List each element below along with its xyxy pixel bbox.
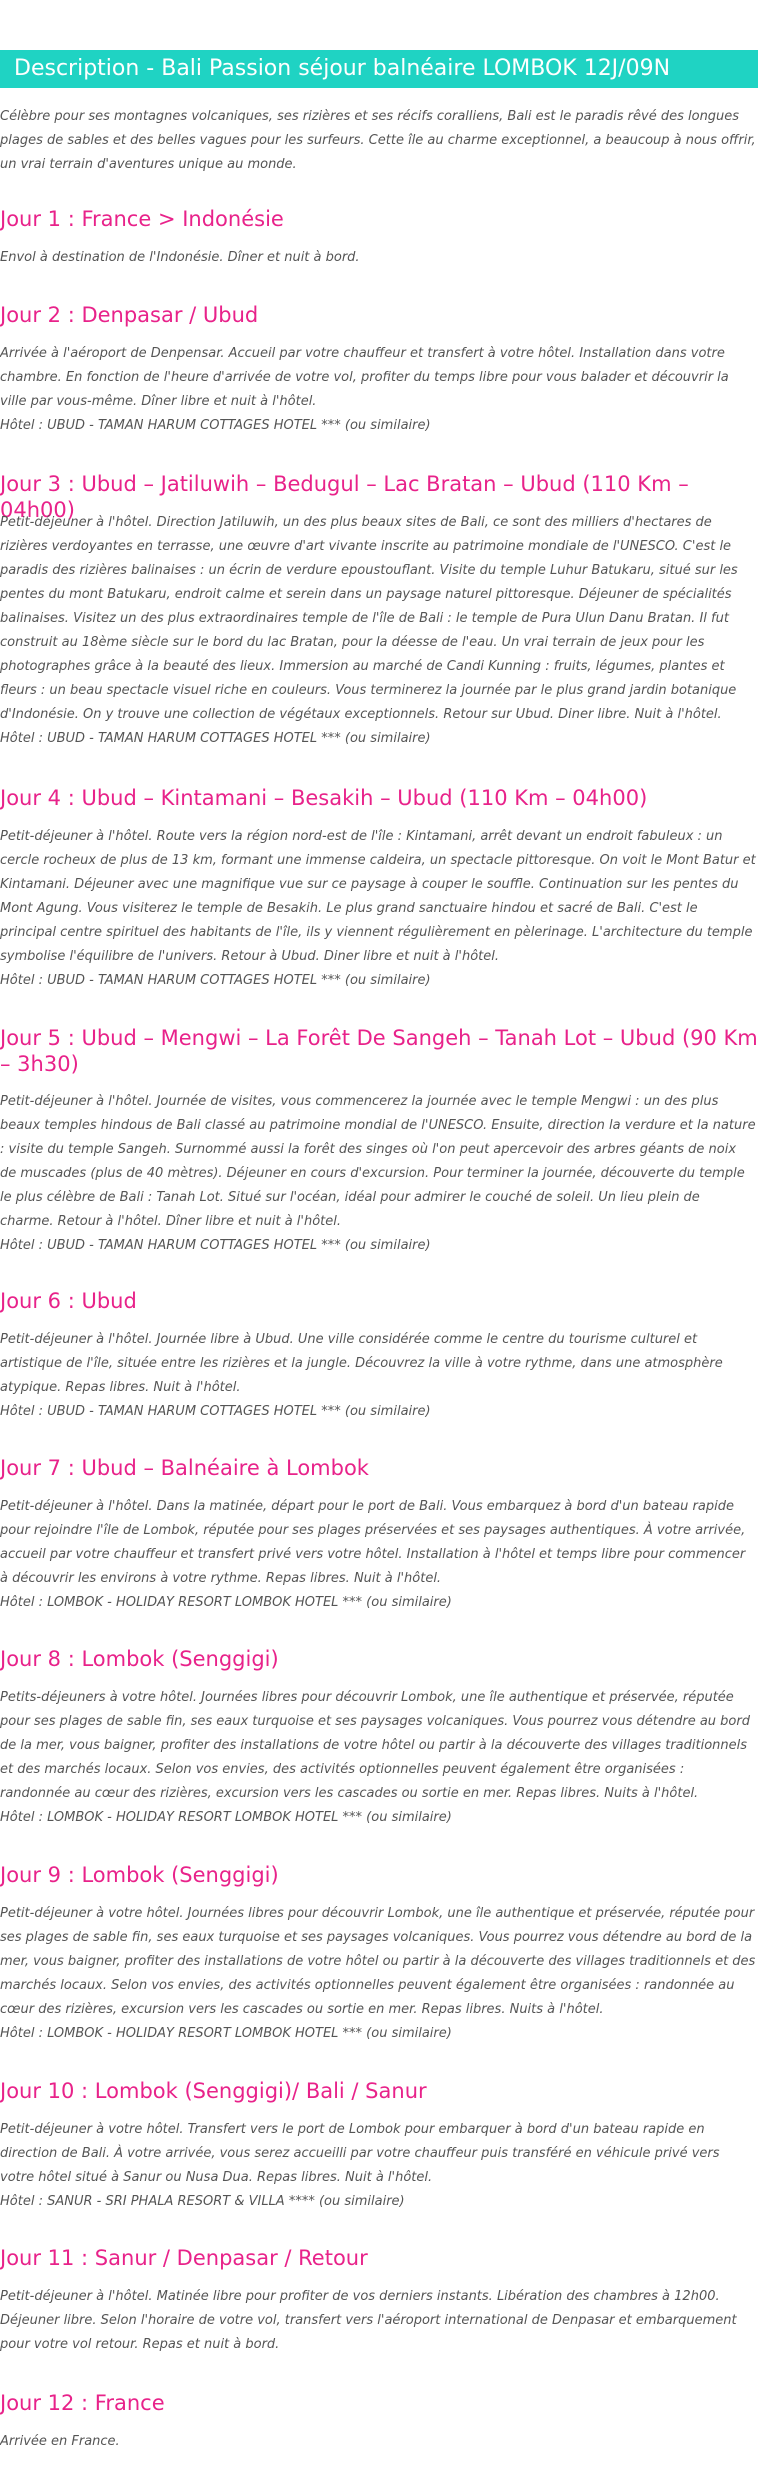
day-4-title: Jour 4 : Ubud – Kintamani – Besakih – Ubud (110 Km – 04h00): [0, 786, 648, 810]
day-description: Petit-déjeuner à votre hôtel. Transfert vers le port de Lombok pour embarquer à bord d'un bateau rapide en direction de Bali. À votre arrivée, vous serez accueilli par votre chauffeur puis transféré en véhicule privé vers votre hôtel situé à Sanur ou Nusa Dua. Repas libres. Nuit à l'hôtel.: [0, 2122, 720, 2185]
day-2-text: [0, 342, 756, 438]
day-5-title: Jour 5 : Ubud – Mengwi – La Forêt De Sangeh – Tanah Lot – Ubud (90 Km – 3h30): [0, 1026, 758, 1076]
day-8-text: [0, 1686, 756, 1830]
day-8-title: Jour 8 : Lombok (Senggigi): [0, 1647, 279, 1671]
day-5-text: [0, 1090, 756, 1258]
day-4-text: [0, 825, 756, 993]
hotel-line: Hôtel : LOMBOK - HOLIDAY RESORT LOMBOK HOTEL *** (ou similaire): [0, 1595, 452, 1610]
hotel-line: Hôtel : UBUD - TAMAN HARUM COTTAGES HOTEL *** (ou similaire): [0, 1238, 431, 1253]
hotel-line: Hôtel : SANUR - SRI PHALA RESORT & VILLA **** (ou similaire): [0, 2194, 405, 2209]
day-description: Arrivée à l'aéroport de Denpensar. Accueil par votre chauffeur et transfert à votre hôtel. Installation dans votre chambre. En fonction de l'heure d'arrivée de votre vol, profiter du temps libre pour vous balader et découvrir la ville par vous-même. Dîner libre et nuit à l'hôtel.: [0, 346, 729, 409]
day-3-text: [0, 511, 756, 751]
day-description: Petit-déjeuner à l'hôtel. Dans la matinée, départ pour le port de Bali. Vous embarquez à bord d'un bateau rapide pour rejoindre l'île de Lombok, réputée pour ses plages préservées et ses paysages authentiques. À votre arrivée, accueil par votre chauffeur et transfert privé vers votre hôtel. Installation à l'hôtel et temps libre pour commencer à découvrir les environs à votre rythme. Repas libres. Nuit à l'hôtel.: [0, 1499, 746, 1586]
day-description: Petit-déjeuner à l'hôtel. Route vers la région nord-est de l'île : Kintamani, arrêt devant un endroit fabuleux : un cercle rocheux de plus de 13 km, formant une immense caldeira, un spectacle pittoresque. On voit le Mont Batur et Kintamani. Déjeuner avec une magnifique vue sur ce paysage à couper le souffle. Continuation sur les pentes du Mont Agung. Vous visiterez le temple de Besakih. Le plus grand sanctuaire hindou et sacré de Bali. C'est le principal centre spirituel des habitants de l'île, ils y viennent régulièrement en pèlerinage. L'architecture du temple symbolise l'équilibre de l'univers. Retour à Ubud. Diner libre et nuit à l'hôtel.: [0, 829, 756, 964]
day-10-text: [0, 2118, 756, 2214]
day-12-title: Jour 12 : France: [0, 2391, 165, 2415]
day-1-title: Jour 1 : France > Indonésie: [0, 207, 284, 231]
hotel-line: Hôtel : UBUD - TAMAN HARUM COTTAGES HOTEL *** (ou similaire): [0, 973, 431, 988]
day-9-title: Jour 9 : Lombok (Senggigi): [0, 1863, 279, 1887]
day-description: Arrivée en France.: [0, 2434, 120, 2449]
day-11-text: [0, 2285, 756, 2357]
day-description: Petit-déjeuner à l'hôtel. Journée de visites, vous commencerez la journée avec le temple Mengwi : un des plus beaux temples hindous de Bali classé au patrimoine mondial de l'UNESCO. Ensuite, direction la verdure et la nature : visite du temple Sangeh. Surnommé aussi la forêt des singes où l'on peut apercevoir des arbres géants de noix de muscades (plus de 40 mètres). Déjeuner en cours d'excursion. Pour terminer la journée, découverte du temple le plus célèbre de Bali : Tanah Lot. Situé sur l'océan, idéal pour admirer le couché de soleil. Un lieu plein de charme. Retour à l'hôtel. Dîner libre et nuit à l'hôtel.: [0, 1094, 756, 1229]
intro-paragraph: Célèbre pour ses montagnes volcaniques, ses rizières et ses récifs coralliens, Bali est le paradis rêvé des longues plages de sables et des belles vagues pour les surfeurs. Cette île au charme exceptionnel, a beaucoup à nous offrir, un vrai terrain d'aventures unique au monde.: [0, 109, 756, 172]
day-description: Petits-déjeuners à votre hôtel. Journées libres pour découvrir Lombok, une île authentique et préservée, réputée pour ses plages de sable fin, ses eaux turquoise et ses paysages volcaniques. Vous pourrez vous détendre au bord de la mer, vous baigner, profiter des installations de votre hôtel ou partir à la découverte des villages traditionnels et des marchés locaux. Selon vos envies, des activités optionnelles peuvent également être organisées : randonnée au cœur des rizières, excursion vers les cascades ou sortie en mer. Repas libres. Nuits à l'hôtel.: [0, 1690, 750, 1801]
day-12-text: [0, 2430, 756, 2454]
day-6-title: Jour 6 : Ubud: [0, 1289, 137, 1313]
hotel-line: Hôtel : LOMBOK - HOLIDAY RESORT LOMBOK HOTEL *** (ou similaire): [0, 1810, 452, 1825]
day-7-title: Jour 7 : Ubud – Balnéaire à Lombok: [0, 1456, 369, 1480]
description-banner: Description - Bali Passion séjour balnéaire LOMBOK 12J/09N: [0, 50, 758, 88]
hotel-line: Hôtel : UBUD - TAMAN HARUM COTTAGES HOTEL *** (ou similaire): [0, 731, 431, 746]
hotel-line: Hôtel : UBUD - TAMAN HARUM COTTAGES HOTEL *** (ou similaire): [0, 1404, 431, 1419]
day-2-title: Jour 2 : Denpasar / Ubud: [0, 303, 259, 327]
day-description: Petit-déjeuner à l'hôtel. Direction Jatiluwih, un des plus beaux sites de Bali, ce sont des milliers d'hectares de rizières verdoyantes en terrasse, une œuvre d'art vivante inscrite au patrimoine mondiale de l'UNESCO. C'est le paradis des rizières balinaises : un écrin de verdure epoustouflant. Visite du temple Luhur Batukaru, situé sur les pentes du mont Batukaru, endroit calme et serein dans un paysage naturel pittoresque. Déjeuner de spécialités balinaises. Visitez un des plus extraordinaires temple de l'île de Bali : le temple de Pura Ulun Danu Bratan. Il fut construit au 18ème siècle sur le bord du lac Bratan, pour la déesse de l'eau. Un vrai terrain de jeux pour les photographes grâce à la beauté des lieux. Immersion au marché de Candi Kunning : fruits, légumes, plantes et fleurs : un beau spectacle visuel riche en couleurs. Vous terminerez la journée par le plus grand jardin botanique d'Indonésie. On y trouve une collection de végétaux exceptionnels. Retour sur Ubud. Diner libre. Nuit à l'hôtel.: [0, 515, 738, 722]
day-9-text: [0, 1902, 756, 2046]
day-6-text: [0, 1328, 756, 1424]
day-1-text: [0, 246, 756, 270]
day-description: Petit-déjeuner à l'hôtel. Matinée libre pour profiter de vos derniers instants. Libération des chambres à 12h00. Déjeuner libre. Selon l'horaire de votre vol, transfert vers l'aéroport international de Denpasar et embarquement pour votre vol retour. Repas et nuit à bord.: [0, 2289, 737, 2352]
day-description: Petit-déjeuner à l'hôtel. Journée libre à Ubud. Une ville considérée comme le centre du tourisme culturel et artistique de l'île, située entre les rizières et la jungle. Découvrez la ville à votre rythme, dans une atmosphère atypique. Repas libres. Nuit à l'hôtel.: [0, 1332, 723, 1395]
hotel-line: Hôtel : UBUD - TAMAN HARUM COTTAGES HOTEL *** (ou similaire): [0, 418, 431, 433]
day-10-title: Jour 10 : Lombok (Senggigi)/ Bali / Sanur: [0, 2079, 427, 2103]
day-7-text: [0, 1495, 756, 1615]
day-3-title: Jour 3 : Ubud – Jatiluwih – Bedugul – Lac Bratan – Ubud (110 Km – 04h00): [0, 472, 689, 522]
day-description: Petit-déjeuner à votre hôtel. Journées libres pour découvrir Lombok, une île authentique et préservée, réputée pour ses plages de sable fin, ses eaux turquoise et ses paysages volcaniques. Vous pourrez vous détendre au bord de la mer, vous baigner, profiter des installations de votre hôtel ou partir à la découverte des villages traditionnels et des marchés locaux. Selon vos envies, des activités optionnelles peuvent également être organisées : randonnée au cœur des rizières, excursion vers les cascades ou sortie en mer. Repas libres. Nuits à l'hôtel.: [0, 1906, 756, 2017]
day-11-title: Jour 11 : Sanur / Denpasar / Retour: [0, 2246, 368, 2270]
hotel-line: Hôtel : LOMBOK - HOLIDAY RESORT LOMBOK HOTEL *** (ou similaire): [0, 2026, 452, 2041]
day-description: Envol à destination de l'Indonésie. Dîner et nuit à bord.: [0, 250, 360, 265]
